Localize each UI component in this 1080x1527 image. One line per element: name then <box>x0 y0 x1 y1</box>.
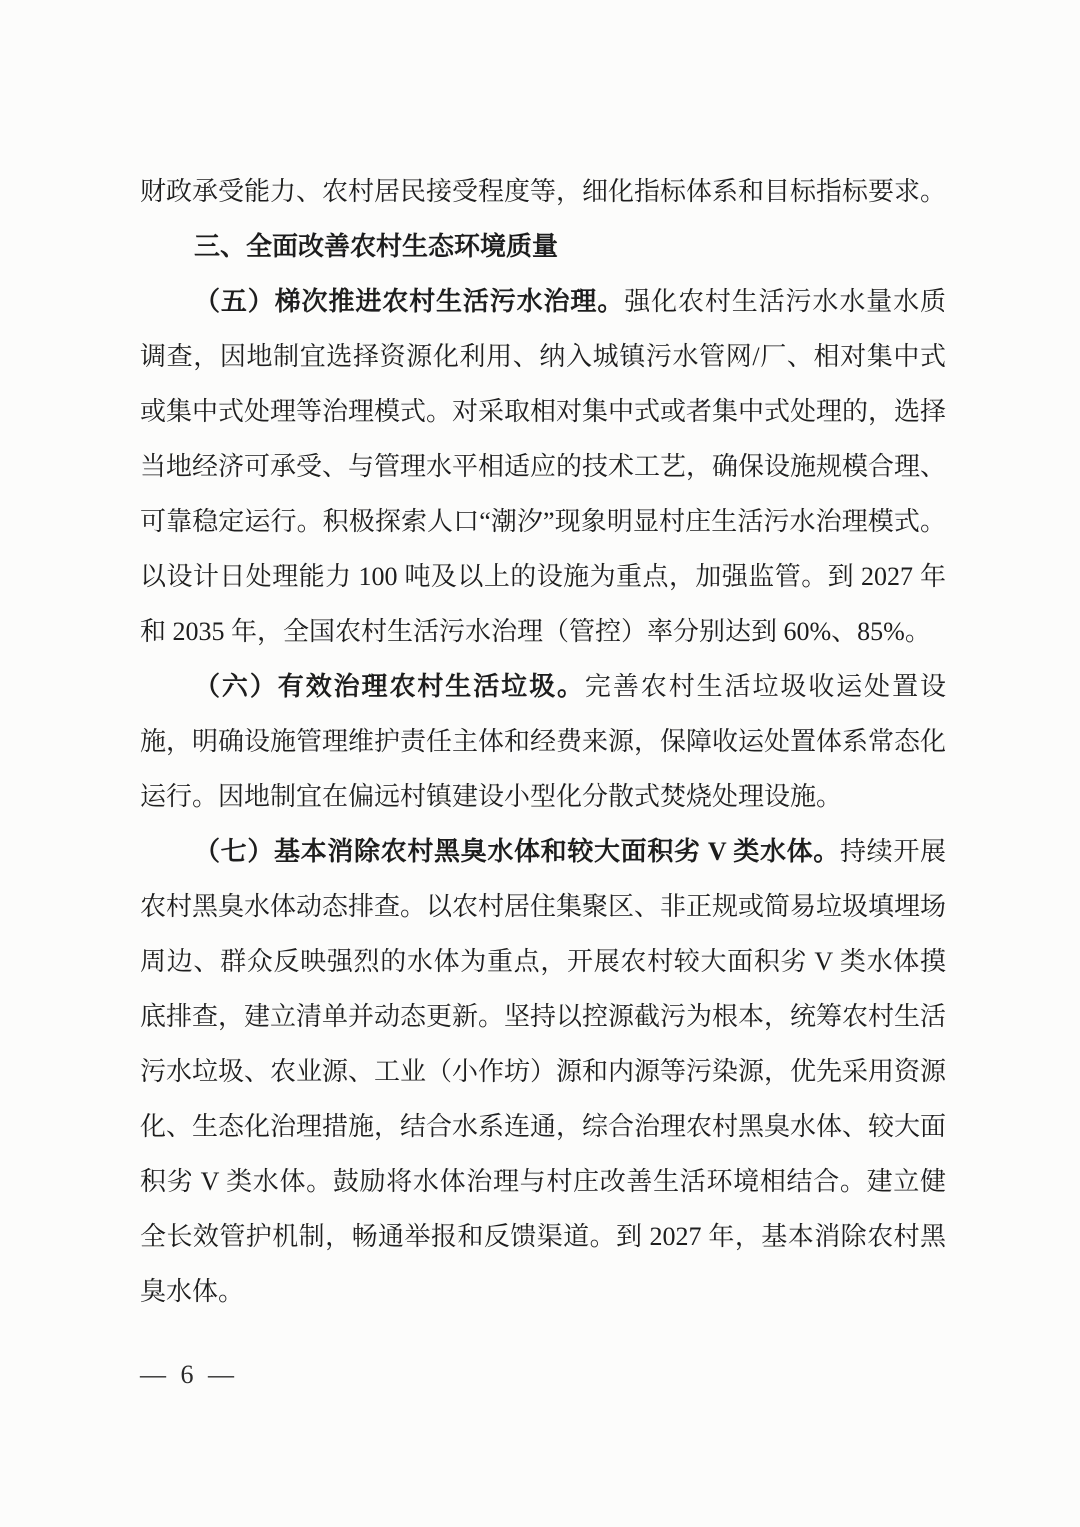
paragraph-continuation: 财政承受能力、农村居民接受程度等，细化指标体系和目标指标要求。 <box>140 177 947 206</box>
document-text-area <box>140 164 946 1319</box>
paragraph-item-6-body: 完善农村生活垃圾收运处置设施，明确设施管理维护责任主体和经费来源，保障收运处置体系常态化运行。因地制宜在偏远村镇建设小型化分散式焚烧处理设施。 <box>140 672 947 811</box>
paragraph-item-7-body: 持续开展农村黑臭水体动态排查。以农村居住集聚区、非正规或简易垃圾填埋场周边、群众反映强烈的水体为重点，开展农村较大面积劣 V 类水体摸底排查，建立清单并动态更新。坚持以控源截污为根本，统筹农村生活污水垃圾、农业源、工业（小作坊）源和内源等污染源，优先采用资源化、生态化治理措施，结合水系连通，综合治理农村黑臭水体、较大面积劣 V 类水体。鼓励将水体治理与村庄改善生活环境相结合。建立健全长效管护机制，畅通举报和反馈渠道。到 2027 年，基本消除农村黑臭水体。 <box>140 837 947 1306</box>
paragraph-item-5-lead: （五）梯次推进农村生活污水治理。 <box>194 287 625 316</box>
paragraph-item-7 <box>140 824 946 1319</box>
paragraph-item-7-lead: （七）基本消除农村黑臭水体和较大面积劣 V 类水体。 <box>194 837 840 866</box>
paragraph-item-5 <box>140 274 946 659</box>
section-heading: 三、全面改善农村生态环境质量 <box>194 231 559 261</box>
page-number: — 6 — <box>140 1360 234 1389</box>
paragraph-item-6-lead: （六）有效治理农村生活垃圾。 <box>194 672 585 701</box>
paragraph-item-5-body: 强化农村生活污水水量水质调查，因地制宜选择资源化利用、纳入城镇污水管网/厂、相对集中式或集中式处理等治理模式。对采取相对集中式或者集中式处理的，选择当地经济可承受、与管理水平相适应的技术工艺，确保设施规模合理、可靠稳定运行。积极探索人口“潮汐”现象明显村庄生活污水治理模式。以设计日处理能力 100 吨及以上的设施为重点，加强监管。到 2027 年和 2035 年，全国农村生活污水治理（管控）率分别达到 60%、85%。 <box>140 287 947 646</box>
paragraph-item-6 <box>140 659 946 824</box>
